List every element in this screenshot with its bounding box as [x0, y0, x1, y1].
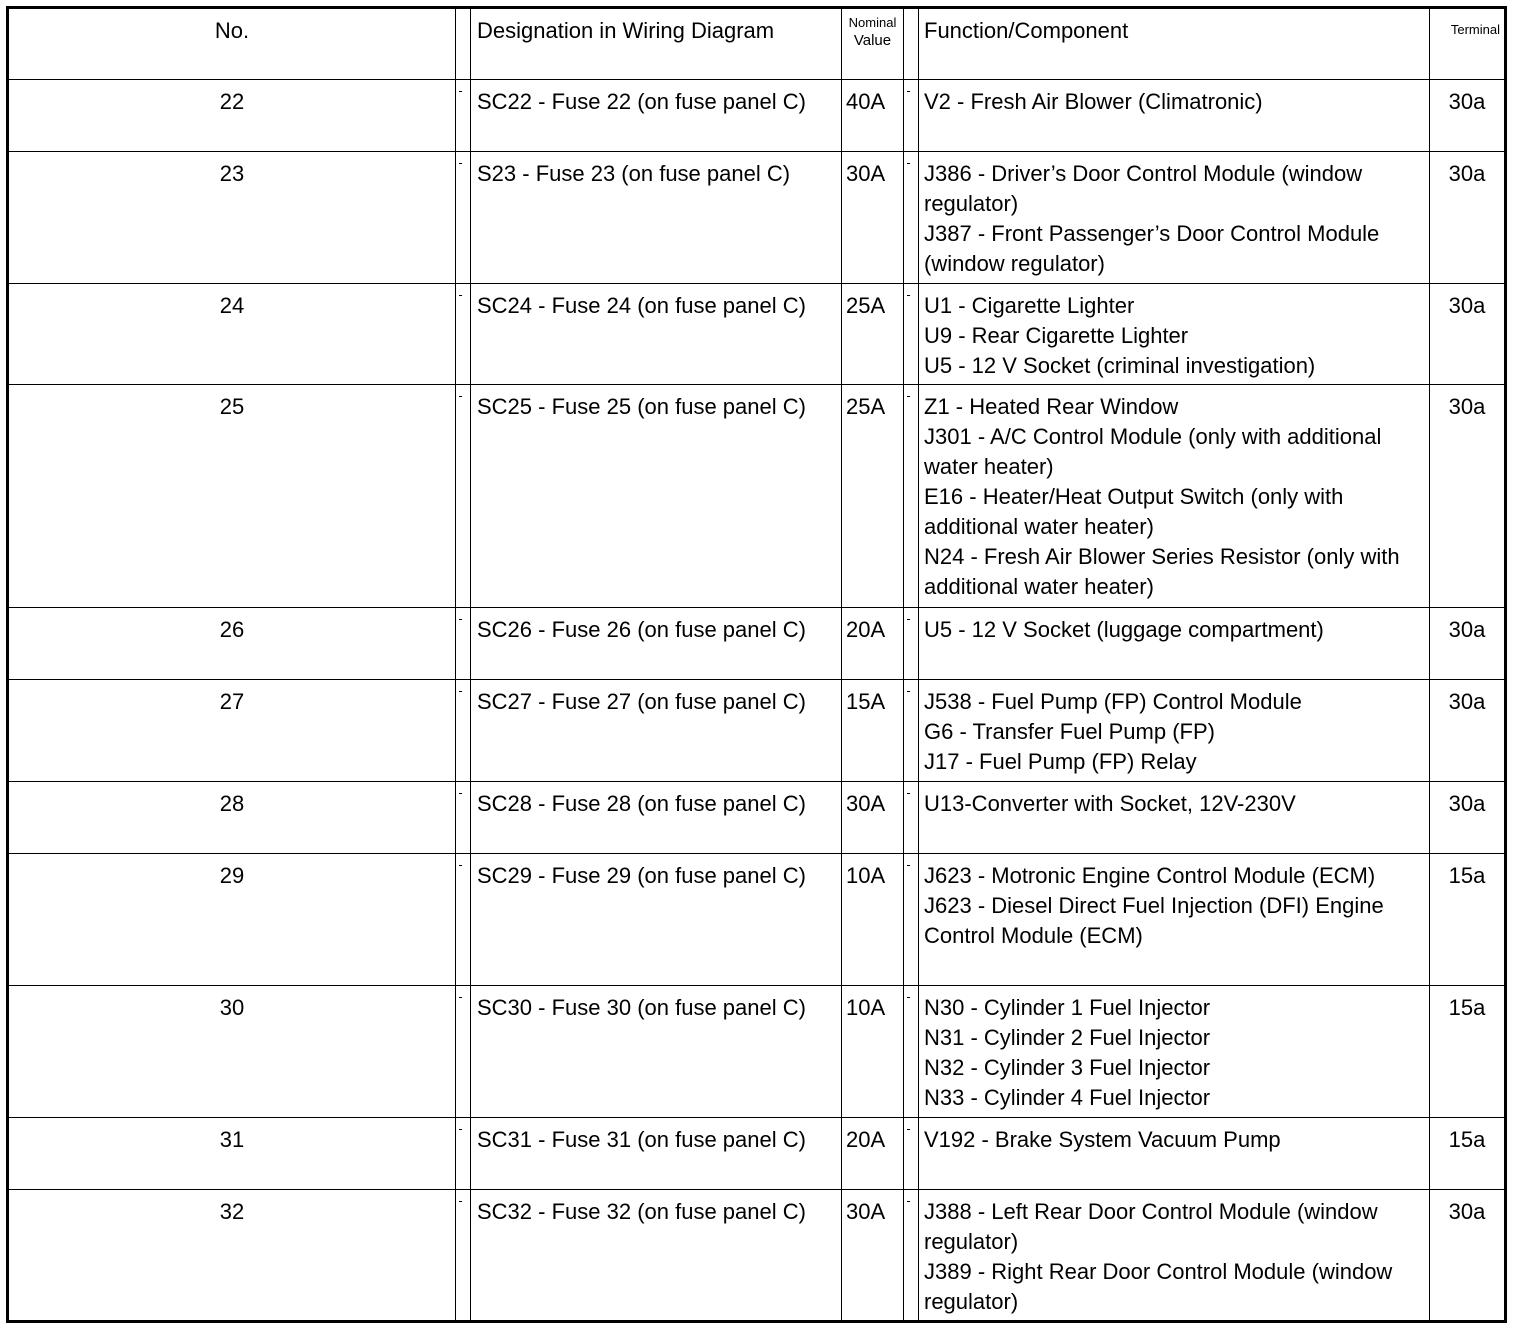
component-line: U5 - 12 V Socket (criminal investigation) [924, 353, 1316, 378]
row-separator [904, 152, 919, 284]
table-row [8, 854, 1506, 986]
header-separator [904, 8, 919, 80]
nominal-value: 25A [842, 385, 904, 608]
wiring-designation: SC28 - Fuse 28 (on fuse panel C) [471, 782, 842, 854]
header-nominal-line1: Nominal [848, 15, 897, 30]
terminal: 15a [1430, 854, 1506, 986]
fuse-number: 27 [8, 680, 456, 782]
fuse-number: 32 [8, 1190, 456, 1322]
row-separator [456, 854, 471, 986]
table-row [8, 80, 1506, 152]
function-component [919, 854, 1430, 986]
table-row [8, 608, 1506, 680]
row-separator [904, 80, 919, 152]
wiring-designation: SC31 - Fuse 31 (on fuse panel C) [471, 1118, 842, 1190]
row-separator [904, 854, 919, 986]
wiring-designation: SC32 - Fuse 32 (on fuse panel C) [471, 1190, 842, 1322]
wiring-designation: SC25 - Fuse 25 (on fuse panel C) [471, 385, 842, 608]
wiring-designation: SC30 - Fuse 30 (on fuse panel C) [471, 986, 842, 1118]
wiring-designation: S23 - Fuse 23 (on fuse panel C) [471, 152, 842, 284]
nominal-value: 20A [842, 608, 904, 680]
row-separator [456, 385, 471, 608]
nominal-value: 25A [842, 284, 904, 385]
component-line: E16 - Heater/Heat Output Switch (only with additional water heater) [924, 484, 1344, 539]
function-component [919, 80, 1430, 152]
row-separator [904, 284, 919, 385]
nominal-value: 10A [842, 854, 904, 986]
terminal: 15a [1430, 986, 1506, 1118]
terminal: 30a [1430, 284, 1506, 385]
table-row [8, 284, 1506, 385]
component-line: V192 - Brake System Vacuum Pump [924, 1127, 1281, 1152]
terminal: 15a [1430, 1118, 1506, 1190]
function-component [919, 284, 1430, 385]
component-line: Z1 - Heated Rear Window [924, 394, 1179, 419]
table-row [8, 385, 1506, 608]
nominal-value: 30A [842, 1190, 904, 1322]
terminal: 30a [1430, 80, 1506, 152]
component-line: J538 - Fuel Pump (FP) Control Module [924, 689, 1302, 714]
fuse-number: 23 [8, 152, 456, 284]
row-separator [456, 782, 471, 854]
wiring-designation: SC24 - Fuse 24 (on fuse panel C) [471, 284, 842, 385]
component-line: J301 - A/C Control Module (only with additional water heater) [924, 424, 1382, 479]
nominal-value: 40A [842, 80, 904, 152]
nominal-value: 15A [842, 680, 904, 782]
component-line: V2 - Fresh Air Blower (Climatronic) [924, 89, 1263, 114]
fuse-number: 28 [8, 782, 456, 854]
function-component [919, 152, 1430, 284]
wiring-designation: SC26 - Fuse 26 (on fuse panel C) [471, 608, 842, 680]
header-nominal-line2: Value [853, 32, 892, 49]
terminal: 30a [1430, 1190, 1506, 1322]
terminal: 30a [1430, 385, 1506, 608]
fuse-number: 30 [8, 986, 456, 1118]
row-separator [456, 608, 471, 680]
component-line: N32 - Cylinder 3 Fuel Injector [924, 1055, 1211, 1080]
component-line: N31 - Cylinder 2 Fuel Injector [924, 1025, 1211, 1050]
terminal: 30a [1430, 608, 1506, 680]
component-line: U13-Converter with Socket, 12V-230V [924, 791, 1296, 816]
component-line: U9 - Rear Cigarette Lighter [924, 323, 1189, 348]
component-line: G6 - Transfer Fuel Pump (FP) [924, 719, 1215, 744]
row-separator [904, 782, 919, 854]
row-separator [904, 1118, 919, 1190]
component-line: J386 - Driver’s Door Control Module (window regulator) [924, 161, 1363, 216]
fuse-number: 29 [8, 854, 456, 986]
terminal: 30a [1430, 152, 1506, 284]
row-separator [904, 1190, 919, 1322]
component-line: N30 - Cylinder 1 Fuel Injector [924, 995, 1211, 1020]
component-line: J389 - Right Rear Door Control Module (window regulator) [924, 1259, 1393, 1314]
table-row [8, 1190, 1506, 1322]
row-separator [904, 608, 919, 680]
table-row [8, 680, 1506, 782]
row-separator [904, 385, 919, 608]
fuse-number: 24 [8, 284, 456, 385]
row-separator [456, 680, 471, 782]
header-function: Function/Component [919, 8, 1430, 80]
component-line: J623 - Diesel Direct Fuel Injection (DFI) Engine Control Module (ECM) [924, 893, 1384, 948]
row-separator [456, 80, 471, 152]
header-designation: Designation in Wiring Diagram [471, 8, 842, 80]
wiring-designation: SC22 - Fuse 22 (on fuse panel C) [471, 80, 842, 152]
table-row [8, 1118, 1506, 1190]
component-line: J388 - Left Rear Door Control Module (window regulator) [924, 1199, 1378, 1254]
wiring-designation: SC27 - Fuse 27 (on fuse panel C) [471, 680, 842, 782]
function-component [919, 680, 1430, 782]
component-line: N33 - Cylinder 4 Fuel Injector [924, 1085, 1211, 1110]
function-component [919, 385, 1430, 608]
function-component [919, 986, 1430, 1118]
header-terminal: Terminal [1430, 8, 1506, 80]
row-separator [456, 1118, 471, 1190]
nominal-value: 10A [842, 986, 904, 1118]
header-nominal-value [842, 8, 904, 80]
header-no: No. [8, 8, 456, 80]
row-separator [456, 1190, 471, 1322]
nominal-value: 30A [842, 782, 904, 854]
fuse-number: 25 [8, 385, 456, 608]
terminal: 30a [1430, 680, 1506, 782]
nominal-value: 20A [842, 1118, 904, 1190]
function-component [919, 1118, 1430, 1190]
wiring-designation: SC29 - Fuse 29 (on fuse panel C) [471, 854, 842, 986]
nominal-value: 30A [842, 152, 904, 284]
row-separator [456, 284, 471, 385]
fuse-number: 22 [8, 80, 456, 152]
row-separator [904, 986, 919, 1118]
component-line: J387 - Front Passenger’s Door Control Module (window regulator) [924, 221, 1380, 276]
terminal: 30a [1430, 782, 1506, 854]
header-separator [456, 8, 471, 80]
table-row [8, 986, 1506, 1118]
row-separator [456, 986, 471, 1118]
component-line: J623 - Motronic Engine Control Module (ECM) [924, 863, 1376, 888]
function-component [919, 782, 1430, 854]
row-separator [456, 152, 471, 284]
component-line: N24 - Fresh Air Blower Series Resistor (only with additional water heater) [924, 544, 1400, 599]
header-row [8, 8, 1506, 80]
row-separator [904, 680, 919, 782]
fuse-number: 26 [8, 608, 456, 680]
function-component [919, 608, 1430, 680]
function-component [919, 1190, 1430, 1322]
component-line: U1 - Cigarette Lighter [924, 293, 1135, 318]
fuse-number: 31 [8, 1118, 456, 1190]
table-row [8, 782, 1506, 854]
table-row [8, 152, 1506, 284]
component-line: J17 - Fuel Pump (FP) Relay [924, 749, 1197, 774]
component-line: U5 - 12 V Socket (luggage compartment) [924, 617, 1324, 642]
fuse-table [6, 6, 1507, 1323]
